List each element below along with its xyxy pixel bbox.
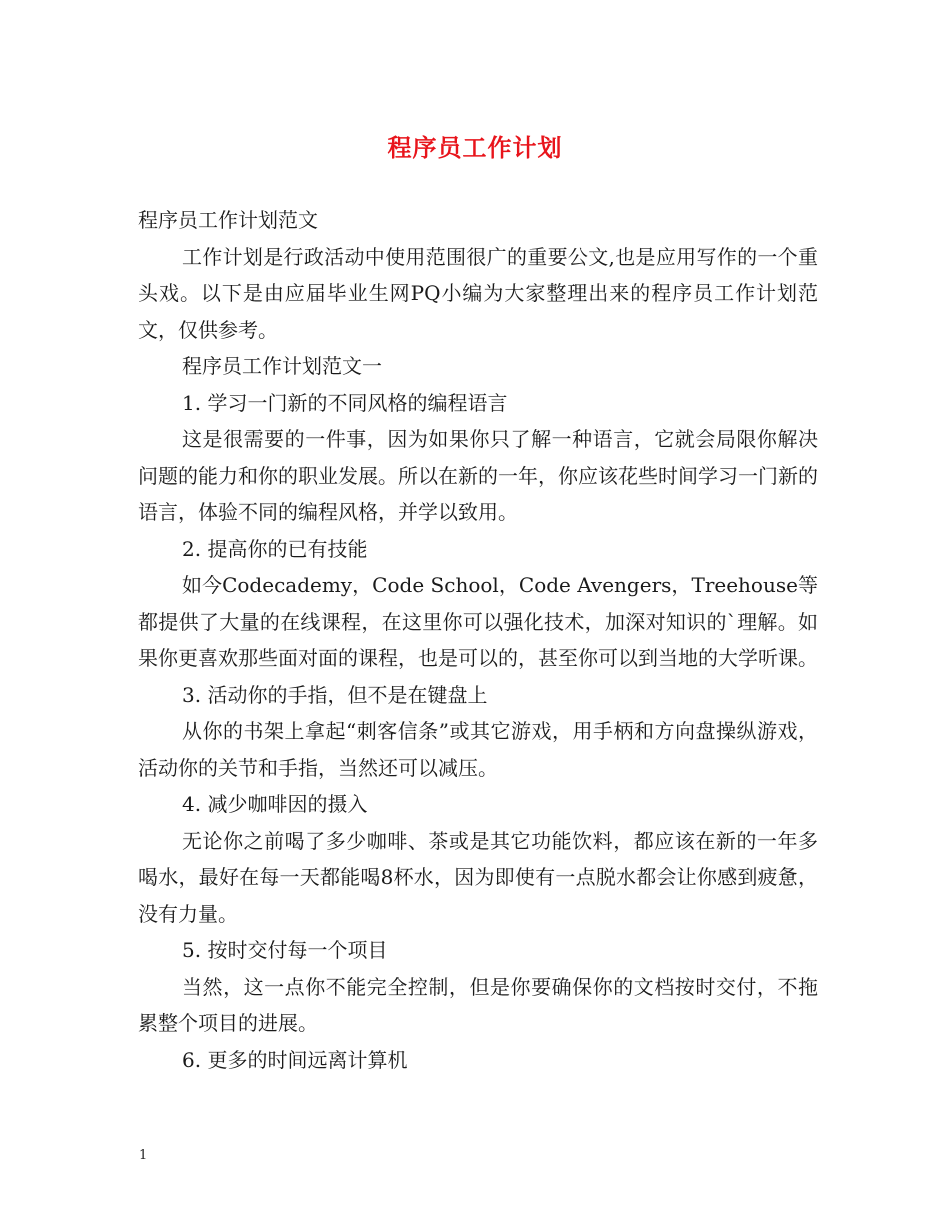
item-body-4: 无论你之前喝了多少咖啡、茶或是其它功能饮料，都应该在新的一年多喝水，最好在每一天都能喝8杯水，因为即使有一点脱水都会让你感到疲惫，没有力量。	[138, 828, 818, 926]
section-heading: 程序员工作计划范文一	[182, 354, 382, 378]
item-heading-1: 1. 学习一门新的不同风格的编程语言	[182, 390, 508, 415]
subtitle-paragraph: 程序员工作计划范文	[138, 208, 318, 232]
item-heading-5: 5. 按时交付每一个项目	[182, 938, 388, 962]
item-heading-3: 3. 活动你的手指，但不是在键盘上	[182, 682, 488, 707]
page-number: 1	[139, 1148, 148, 1163]
item-heading-6: 6. 更多的时间远离计算机	[182, 1047, 408, 1072]
item-body-3: 从你的书架上拿起“刺客信条”或其它游戏，用手柄和方向盘操纵游戏，活动你的关节和手指，当然还可以减压。	[138, 719, 818, 780]
item-body-2: 如今Codecademy，Code School，Code Avengers，Treehouse等都提供了大量的在线课程，在这里你可以强化技术，加深对知识的`理解。如果你更喜欢那些面对面的课程，也是可以的，甚至你可以到当地的大学听课。	[138, 573, 818, 670]
item-body-1: 这是很需要的一件事，因为如果你只了解一种语言，它就会局限你解决问题的能力和你的职业发展。所以在新的一年，你应该花些时间学习一门新的语言，体验不同的编程风格，并学以致用。	[138, 427, 818, 524]
intro-paragraph: 工作计划是行政活动中使用范围很广的重要公文,也是应用写作的一个重头戏。以下是由应届毕业生网PQ小编为大家整理出来的程序员工作计划范文，仅供参考。	[138, 244, 818, 342]
document-body	[138, 202, 818, 1078]
item-body-5: 当然，这一点你不能完全控制，但是你要确保你的文档按时交付，不拖累整个项目的进展。	[138, 974, 818, 1035]
item-heading-4: 4. 减少咖啡因的摄入	[182, 792, 368, 816]
item-heading-2: 2. 提高你的已有技能	[182, 536, 368, 561]
document-title: 程序员工作计划	[387, 133, 563, 162]
